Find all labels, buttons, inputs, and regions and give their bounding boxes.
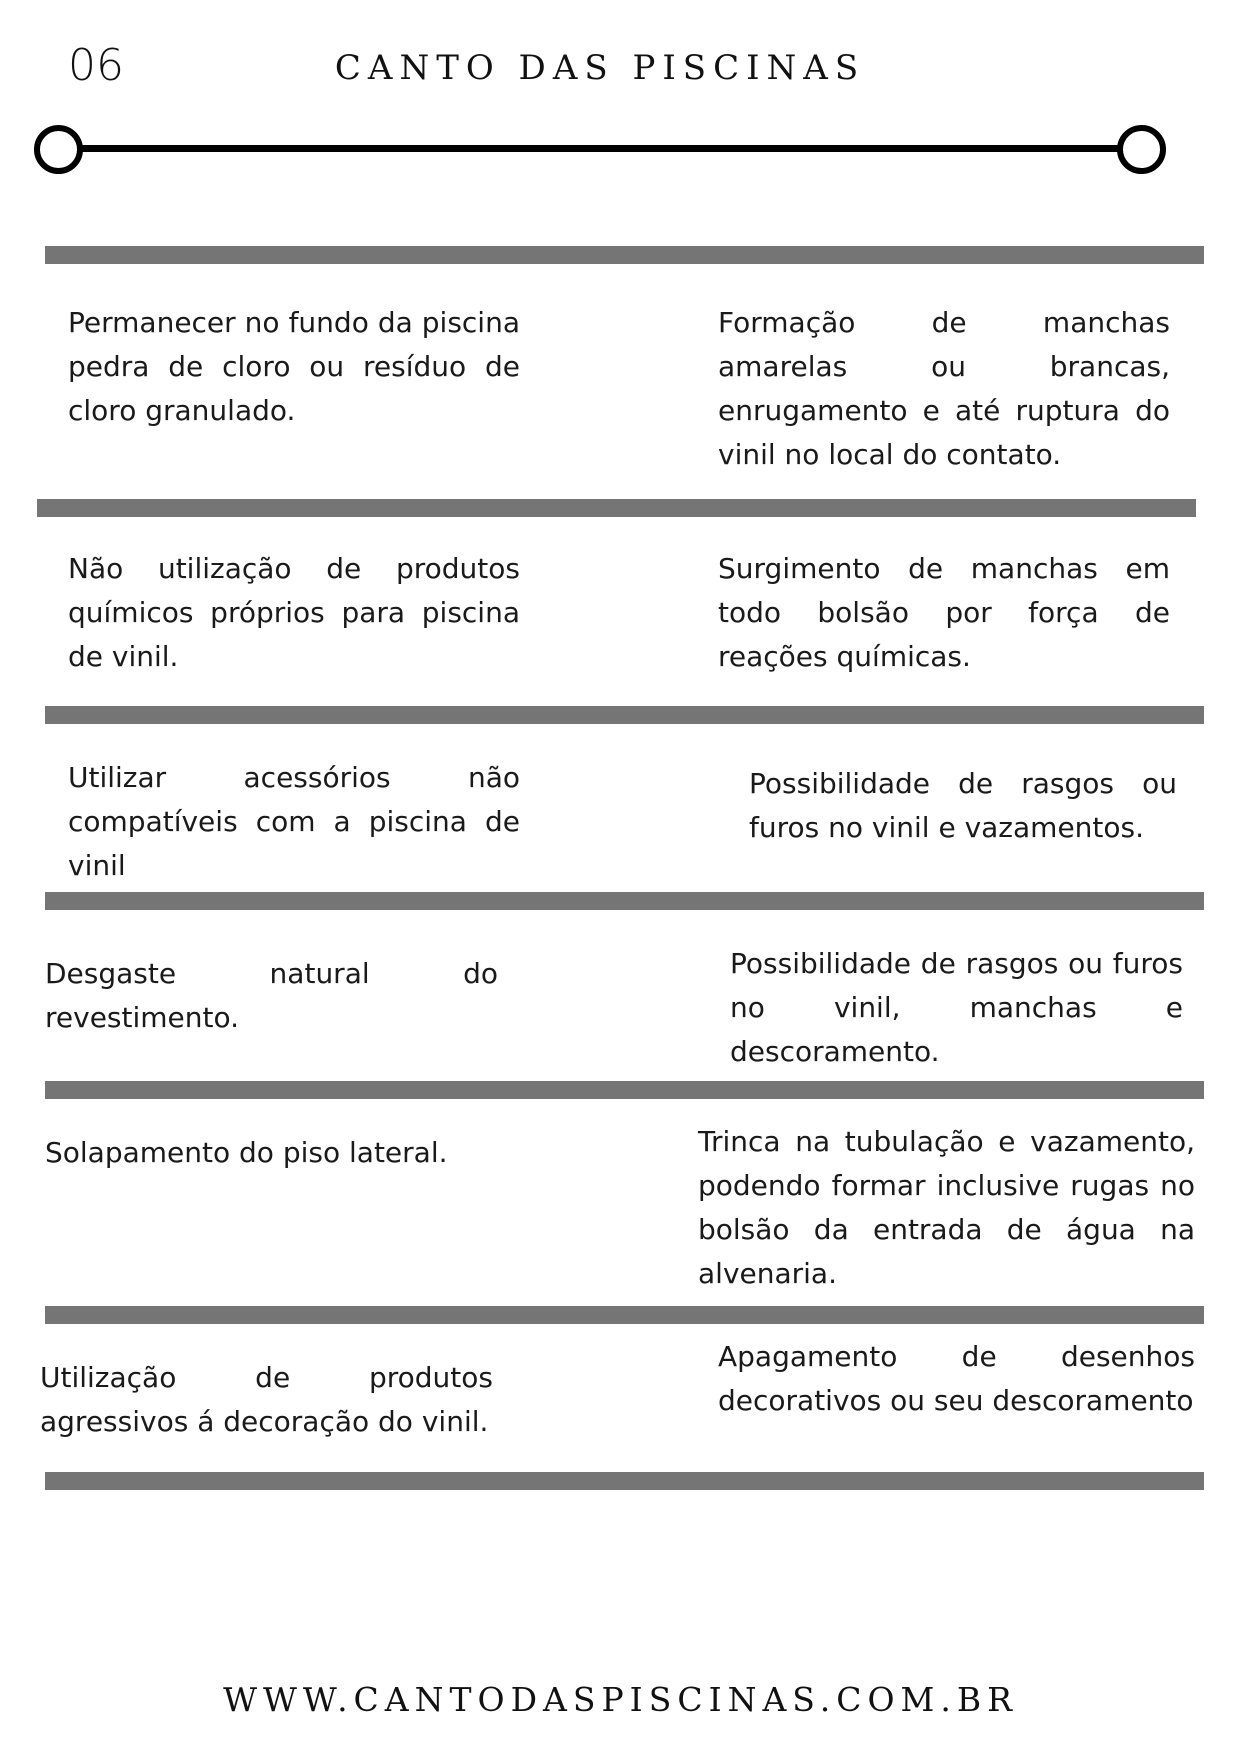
divider <box>37 499 1196 517</box>
effect-text: Apagamento de desenhos decorativos ou seu descoramento <box>718 1340 1195 1417</box>
effect-text: Surgimento de manchas em todo bolsão por força de reações químicas. <box>718 552 1170 673</box>
divider <box>45 1472 1204 1490</box>
timeline-decoration <box>34 123 1166 173</box>
cause-text: Solapamento do piso lateral. <box>45 1136 448 1169</box>
effect-text: Formação de manchas amarelas ou brancas, enrugamento e até ruptura do vinil no local do contato. <box>718 306 1170 471</box>
website-footer: WWW.CANTODASPISCINAS.COM.BR <box>223 1680 1018 1719</box>
effect-text: Trinca na tubulação e vazamento, podendo formar inclusive rugas no bolsão da entrada de água na alvenaria. <box>698 1125 1195 1290</box>
divider <box>45 246 1204 264</box>
cause-text: Não utilização de produtos químicos próprios para piscina de vinil. <box>68 552 520 673</box>
cause-text: Permanecer no fundo da piscina pedra de cloro ou resíduo de cloro granulado. <box>68 306 520 427</box>
page-number: 06 <box>68 40 124 91</box>
cause-text: Desgaste natural do revestimento. <box>45 957 498 1034</box>
effect-text: Possibilidade de rasgos ou furos no vinil e vazamentos. <box>749 767 1177 844</box>
divider <box>45 892 1204 910</box>
divider <box>45 1306 1204 1324</box>
divider <box>45 1081 1204 1099</box>
cause-text: Utilização de produtos agressivos á decoração do vinil. <box>40 1361 493 1438</box>
cause-text: Utilizar acessórios não compatíveis com a piscina de vinil <box>68 761 520 882</box>
timeline-line <box>58 145 1142 152</box>
timeline-end-circle <box>1117 125 1166 174</box>
page-title: CANTO DAS PISCINAS <box>334 48 866 88</box>
divider <box>45 706 1204 724</box>
timeline-start-circle <box>34 125 83 174</box>
effect-text: Possibilidade de rasgos ou furos no vinil, manchas e descoramento. <box>730 947 1183 1068</box>
